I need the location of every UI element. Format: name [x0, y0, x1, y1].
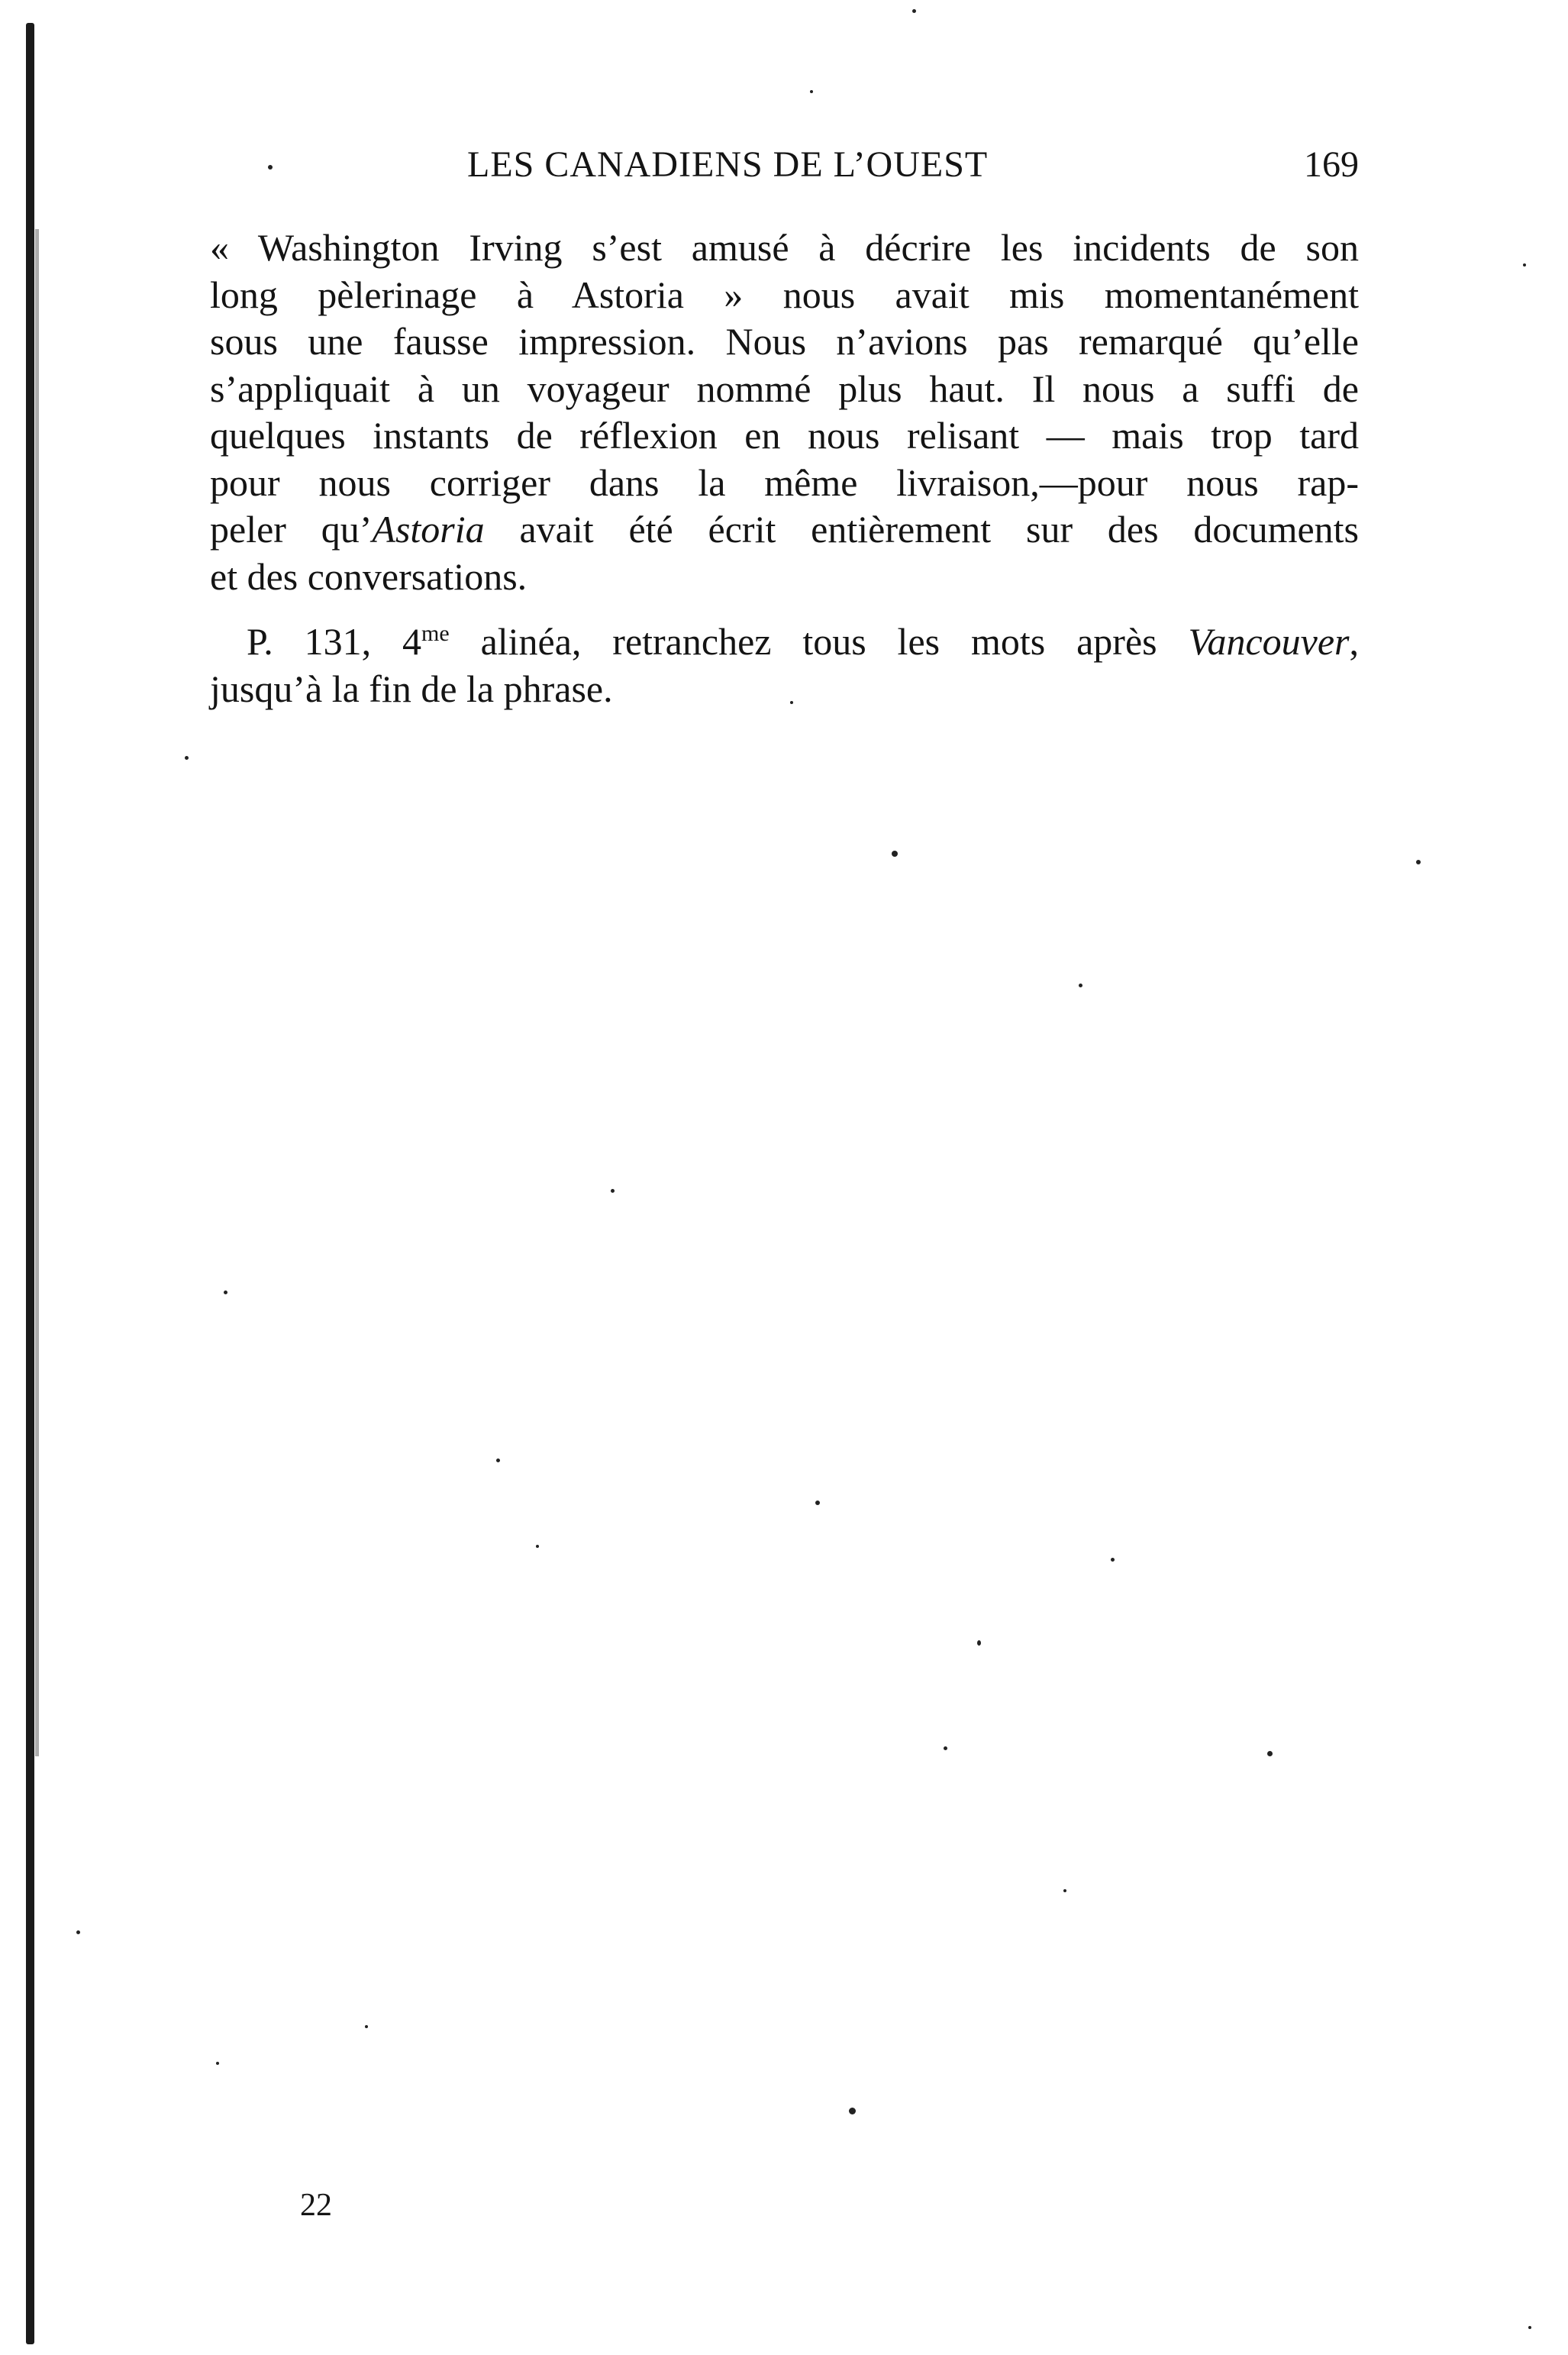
speck — [185, 756, 189, 760]
speck — [892, 851, 898, 857]
running-head — [210, 144, 1359, 197]
paragraph-1-line: s’appliquait à un voyageur nommé plus haut. Il nous a suffi de — [210, 367, 1359, 410]
paragraph-1-line-7 — [210, 506, 1359, 554]
text-run: avait été écrit entièrement sur des documents — [484, 508, 1360, 551]
speck — [536, 1545, 539, 1548]
text-run: peler qu’ — [210, 508, 373, 551]
speck — [216, 2062, 219, 2065]
speck — [1267, 1751, 1273, 1756]
paragraph-1-line: long pèlerinage à Astoria » nous avait mis momentanément — [210, 273, 1359, 316]
paragraph-1 — [210, 225, 1359, 600]
speck — [76, 1930, 80, 1934]
binding-edge — [26, 23, 34, 2344]
paragraph-2 — [210, 619, 1359, 712]
speck — [815, 1501, 820, 1505]
text-run: , — [1349, 620, 1360, 663]
speck — [1528, 2326, 1531, 2329]
binding-edge-shadow — [35, 229, 39, 1756]
speck — [849, 2108, 856, 2114]
speck — [224, 1291, 227, 1294]
paragraph-1-line: et des conversations. — [210, 554, 528, 598]
head-dot — [268, 165, 273, 170]
speck — [1111, 1558, 1115, 1562]
speck — [977, 1640, 981, 1646]
italic-title-astoria: Astoria — [372, 508, 485, 551]
paragraph-1-line: « Washington Irving s’est amusé à décrire les incidents de son — [210, 226, 1359, 269]
speck — [1416, 860, 1421, 864]
text-run: alinéa, retranchez tous les mots après — [449, 620, 1189, 663]
speck — [1063, 1889, 1066, 1892]
page-number: 169 — [1304, 144, 1359, 185]
text-run: P. 131, 4 — [247, 620, 422, 663]
italic-word-vancouver: Vancouver — [1188, 620, 1350, 663]
ordinal-superscript: me — [421, 621, 450, 646]
paragraph-1-line: sous une fausse impression. Nous n’avions pas remarqué qu’elle — [210, 320, 1359, 363]
speck — [1523, 263, 1526, 267]
speck — [944, 1746, 947, 1750]
signature-mark: 22 — [300, 2188, 332, 2223]
speck — [365, 2025, 368, 2028]
speck — [1079, 984, 1082, 987]
running-head-title: LES CANADIENS DE L’OUEST — [467, 144, 989, 185]
paragraph-2-line: jusqu’à la fin de la phrase. — [210, 667, 613, 710]
paragraph-1-line: quelques instants de réflexion en nous relisant — mais trop tard — [210, 414, 1359, 457]
paragraph-2-line-1 — [210, 619, 1359, 666]
speck — [496, 1459, 500, 1462]
paragraph-1-line: pour nous corriger dans la même livraison,—pour nous rap- — [210, 460, 1359, 504]
speck — [912, 9, 916, 13]
speck — [810, 90, 813, 93]
body-text — [210, 225, 1359, 712]
speck — [611, 1189, 615, 1193]
